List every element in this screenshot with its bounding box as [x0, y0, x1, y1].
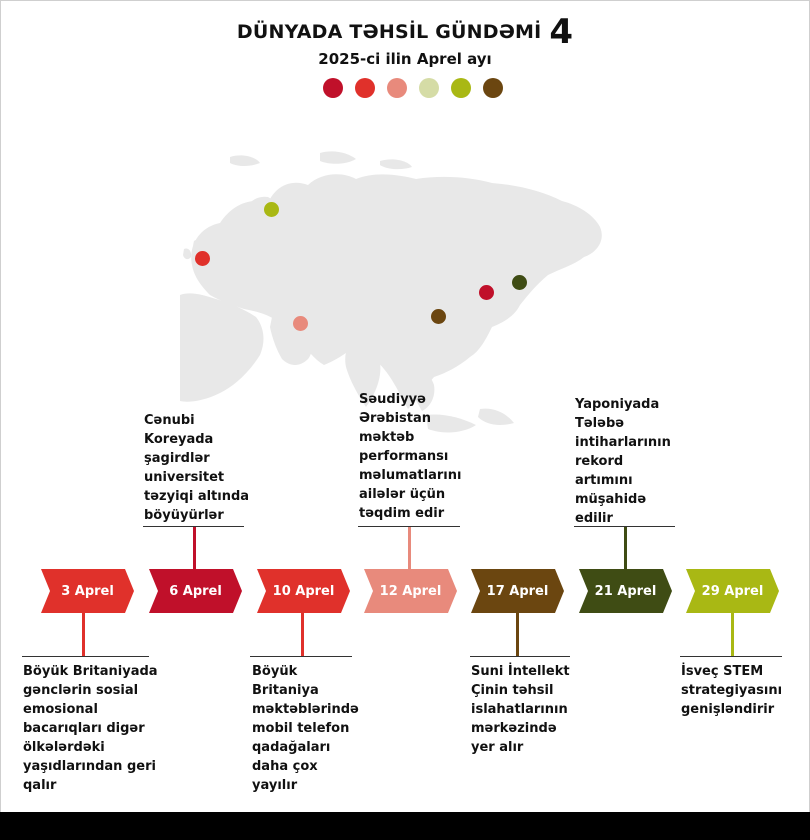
- legend-dot: [387, 78, 407, 98]
- title-text: DÜNYADA TƏHSİL GÜNDƏMİ: [236, 21, 542, 43]
- timeline-date-chevron: [364, 569, 457, 613]
- map-marker-south-korea: [479, 285, 494, 300]
- legend-dot: [419, 78, 439, 98]
- timeline-connector: [731, 613, 734, 656]
- issue-number: 4: [549, 12, 574, 52]
- timeline-rule: [680, 656, 782, 657]
- page-title: [0, 12, 810, 52]
- timeline-event-text: Yaponiyada Tələbə intiharlarının rekord artımını müşahidə edilir: [575, 397, 671, 526]
- timeline-connector: [301, 613, 304, 656]
- legend-dot: [451, 78, 471, 98]
- timeline-event-text: Böyük Britaniyada gənclərin sosial emosional bacarıqları digər ölkələrdəki yaşıdlarından geri qalır: [23, 664, 158, 793]
- map-marker-sweden: [264, 202, 279, 217]
- timeline-rule: [250, 656, 352, 657]
- timeline-date-chevron: [579, 569, 672, 613]
- timeline-event-text: Böyük Britaniya məktəblərində mobil telefon qadağaları daha çox yayılır: [252, 664, 359, 793]
- timeline-connector: [516, 613, 519, 656]
- timeline-date-label: 29 Aprel: [701, 583, 764, 599]
- timeline-rule: [470, 656, 570, 657]
- timeline-event-text: İsveç STEM strategiyasını genişləndirir: [681, 664, 783, 717]
- map-marker-japan: [512, 275, 527, 290]
- timeline-connector: [408, 527, 411, 569]
- timeline-event-text: Suni İntellekt Çinin təhsil islahatlarının mərkəzində yer alır: [471, 664, 570, 755]
- timeline-event-text: Səudiyyə Ərəbistan məktəb performansı məlumatlarını ailələr üçün təqdim edir: [359, 392, 462, 521]
- legend-dot: [323, 78, 343, 98]
- bottom-bar: [0, 812, 810, 840]
- timeline-date-label: 6 Aprel: [169, 583, 222, 599]
- timeline-date-label: 12 Aprel: [379, 583, 442, 599]
- legend-dot: [355, 78, 375, 98]
- timeline-date-chevron: [257, 569, 350, 613]
- timeline-date-chevron: [471, 569, 564, 613]
- timeline-connector: [193, 527, 196, 569]
- timeline-event-text: Cənubi Koreyada şagirdlər universitet təzyiqi altında böyüyürlər: [144, 413, 250, 523]
- timeline-date-label: 21 Aprel: [594, 583, 657, 599]
- map-marker-united-kingdom: [195, 251, 210, 266]
- timeline-date-label: 17 Aprel: [486, 583, 549, 599]
- timeline-date-chevron: [149, 569, 242, 613]
- timeline-date-chevron: [686, 569, 779, 613]
- timeline-date-chevron: [41, 569, 134, 613]
- map-marker-china: [431, 309, 446, 324]
- timeline-rule: [358, 526, 460, 527]
- subtitle: 2025-ci ilin Aprel ayı: [318, 50, 492, 68]
- map-marker-saudi-arabia: [293, 316, 308, 331]
- timeline-connector: [82, 613, 85, 656]
- timeline-rule: [143, 526, 244, 527]
- timeline-rule: [22, 656, 149, 657]
- legend-dot: [483, 78, 503, 98]
- timeline-date-label: 10 Aprel: [272, 583, 335, 599]
- timeline-connector: [624, 527, 627, 569]
- timeline-date-label: 3 Aprel: [61, 583, 114, 599]
- color-legend: [323, 78, 503, 98]
